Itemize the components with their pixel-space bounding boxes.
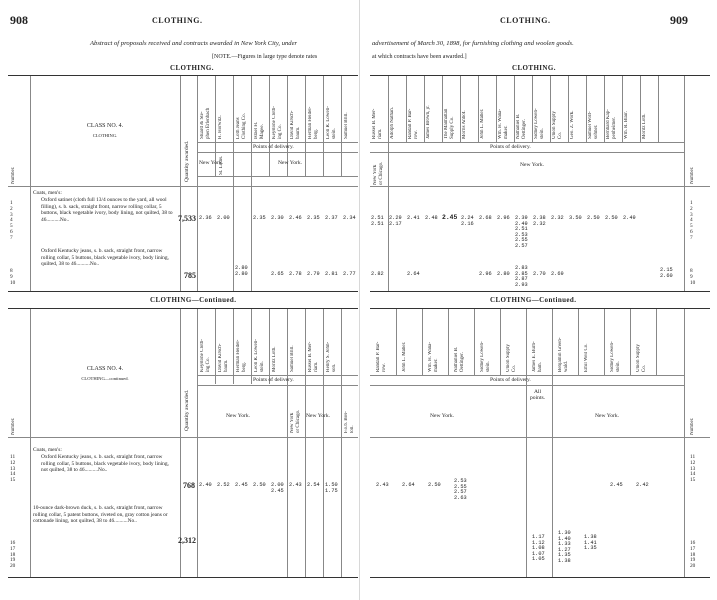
bidder-header: Russel B. Mer- riam.: [308, 341, 319, 372]
bidder-header: Randall P. Bar- row.: [408, 108, 419, 139]
number-header: Number.: [11, 166, 16, 184]
bidder-header: Adolph Nathan.: [390, 107, 395, 139]
bidder-header: Wm. R. Blair.: [624, 111, 629, 139]
note-text: at which contracts have been awarded.]: [372, 54, 467, 60]
price-cell: 2.77: [343, 271, 356, 277]
price-cell: 2.35: [253, 215, 266, 221]
item-group-label: Coats, men's:: [33, 447, 62, 453]
bidder-header: Nathaniel B. Oettinger.: [454, 346, 465, 372]
price-cell: 2.35: [307, 215, 320, 221]
bidder-header: James E. Burn- ham.: [532, 341, 543, 372]
bidder-header: Wm. H. Wana- maker.: [498, 108, 509, 139]
price-cell: 2.29 2.17: [389, 215, 402, 227]
quantity-awarded: 2,312: [178, 536, 196, 545]
price-cell: 2.80: [497, 271, 510, 277]
bidder-header: Moritz Loth.: [642, 113, 647, 139]
right-page: [359, 0, 717, 600]
price-cell: 2.45: [610, 482, 623, 488]
delivery-label: All points.: [530, 389, 546, 401]
quantity-awarded: 785: [184, 271, 196, 280]
bidder-header: Nathaniel B. Oettinger.: [516, 113, 527, 139]
bidder-header: David Kirsch- baum.: [290, 110, 301, 139]
bidder-header: Leon R. Lowen- stein.: [326, 106, 337, 139]
delivery-label: New York.: [226, 413, 251, 419]
price-cell: 2.51 2.51: [371, 215, 384, 227]
price-cell: 2.50: [253, 482, 266, 488]
bidder-header: Keystone Cloth- ing Co.: [200, 339, 211, 372]
points-header: Points of delivery.: [490, 377, 531, 383]
price-cell: 2.79: [307, 271, 320, 277]
price-cell: 2.70: [533, 271, 546, 277]
item-group-label: Coats, men's:: [33, 190, 62, 196]
quantity-awarded: 7,533: [178, 214, 196, 223]
row-numbers: 8 9 10: [690, 268, 696, 286]
page-number: 909: [670, 13, 688, 27]
bidder-header: Herman Heidel- berg.: [236, 339, 247, 372]
price-cell: 2.40: [199, 482, 212, 488]
bidder-header: H. Horwitz.: [218, 115, 223, 139]
bidder-header: Samuel Brill.: [344, 112, 349, 139]
bidder-header: Samuel Brill.: [290, 345, 295, 372]
price-cell: 2.46: [289, 215, 302, 221]
bidder-header: Geo. Z. Work.: [570, 110, 575, 139]
bidder-header: Emil Weil Co.: [584, 343, 589, 372]
bidder-header: Russel B. Mer- riam.: [372, 108, 383, 139]
bidder-header: Moritz Loth.: [272, 346, 277, 372]
running-head: CLOTHING.: [500, 16, 551, 25]
bidder-header: Stuard & Ste- phen Erlenbach: [200, 107, 211, 139]
price-cell: 2.24 2.16: [461, 215, 474, 227]
item-description: Oxford satinet (cloth full 13/4 ounces to the yard, all wool filling), s. b. sack, straight front, narrow rolling collar, 5 buttons, black vegetable ivory, body lining, not quilted, 38 to 46..........No..: [41, 197, 173, 223]
price-cell: 1.50 1.75: [325, 482, 338, 494]
item-description: Oxford Kentucky jeans, s. b. sack, straight front, narrow rolling collar, 5 buttons, black vegetable ivory, body lining, not quilted, 38 to 46..........No..: [41, 454, 169, 474]
price-cell: 2.15 2.60: [660, 267, 673, 279]
row-numbers: 16 17 18 19 20: [690, 540, 696, 570]
delivery-label: New York.: [430, 413, 455, 419]
bidder-header: John L. Maher.: [480, 108, 485, 139]
class-title: CLASS NO. 4. CLOTHING—continued.: [81, 366, 129, 381]
quantity-header: Quantity awarded.: [184, 140, 190, 182]
row-numbers: 11 12 13 14 15: [10, 454, 16, 484]
delivery-label: St. Louis.: [219, 155, 224, 175]
price-cell: 1.17 1.12 1.08 1.07 1.05: [532, 534, 545, 563]
class-title: CLASS NO. 4. CLOTHING.: [86, 123, 124, 138]
bidder-header: David Kirsch- baum.: [218, 343, 229, 372]
price-cell: 2.50: [605, 215, 618, 221]
points-header: Points of delivery.: [490, 144, 531, 150]
bidder-header: Benjamin Green- wald.: [558, 337, 569, 372]
price-cell: 2.68: [479, 215, 492, 221]
price-cell: 2.32: [551, 215, 564, 221]
price-cell: 2.45: [442, 214, 458, 221]
price-cell: 1.30 1.40 1.33 1.27 1.35 1.38: [558, 530, 571, 564]
bidder-header: Keystone Cloth- ing Co.: [272, 106, 283, 139]
price-cell: 2.34: [343, 215, 356, 221]
price-cell: 2.96: [479, 271, 492, 277]
price-cell: 2.37: [325, 215, 338, 221]
delivery-label: New York.: [278, 160, 303, 166]
bidder-header: Randall P. Bar- row.: [376, 341, 387, 372]
number-header: Number.: [11, 417, 16, 435]
price-cell: 2.54: [307, 482, 320, 488]
number-header: Number.: [690, 166, 695, 184]
delivery-label: New York.: [199, 160, 224, 166]
clothing-table: [370, 75, 710, 292]
price-cell: 2.64: [407, 271, 420, 277]
delivery-label: New York.: [595, 413, 620, 419]
price-cell: 2.53 2.55 2.57 2.63: [454, 478, 467, 501]
price-cell: 2.43: [289, 482, 302, 488]
price-cell: 2.48: [425, 215, 438, 221]
bidder-header: Union Supply Co.: [506, 344, 517, 372]
price-cell: 2.43: [376, 482, 389, 488]
note-text: [NOTE.—Figures in large type denote rates: [212, 54, 318, 60]
running-head: CLOTHING.: [152, 16, 203, 25]
row-numbers: 1 2 3 4 5 6 7: [10, 200, 13, 241]
price-cell: 2.30: [271, 215, 284, 221]
price-cell: 2.00 2.45: [271, 482, 284, 494]
price-cell: 2.45: [235, 482, 248, 488]
price-cell: 2.65: [271, 271, 284, 277]
points-header: Points of delivery.: [253, 144, 294, 150]
price-cell: 2.00: [217, 215, 230, 221]
price-cell: 2.41: [407, 215, 420, 221]
bidder-header: Wm. H. Wana- maker.: [428, 341, 439, 372]
price-cell: 2.39 2.49 2.51 2.53 2.55 2.57: [515, 215, 528, 249]
bidder-header: Union Supply Co.: [636, 344, 647, 372]
price-cell: 2.81: [325, 271, 338, 277]
delivery-label: New York or Chicago.: [290, 409, 301, 433]
price-cell: 2.52: [217, 482, 230, 488]
price-cell: 2.50: [428, 482, 441, 488]
bidder-header: Israel H. Magee.: [254, 121, 265, 139]
points-header: Points of delivery.: [253, 377, 294, 383]
price-cell: 2.80 2.80: [235, 265, 248, 277]
left-page: [0, 0, 358, 600]
delivery-label: New York.: [306, 413, 331, 419]
section-title: CLOTHING.: [170, 64, 214, 72]
bidder-header: Loth Jeans Clothing Co.: [236, 113, 247, 139]
abstract-text: Abstract of proposals received and contracts awarded in New York City, under: [90, 40, 298, 47]
delivery-label: New York or Chicago.: [373, 161, 384, 185]
bidder-header: James Brown, jr.: [426, 105, 431, 139]
bidder-header: Sidney Lowen- stein.: [534, 108, 545, 139]
clothing-continued-table: [8, 308, 358, 578]
bidder-header: Henry S. John- son.: [326, 341, 337, 372]
price-cell: 2.49: [623, 215, 636, 221]
bidder-header: Morris Anhof.: [462, 110, 467, 139]
price-cell: 2.83 2.85 2.87 2.93: [515, 265, 528, 288]
price-cell: 1.38 1.41 1.35: [584, 534, 597, 552]
price-cell: 2.50: [587, 215, 600, 221]
delivery-label: F.o.b. Bos- ton.: [344, 411, 355, 433]
price-cell: 2.36: [199, 215, 212, 221]
quantity-header: Quantity awarded.: [184, 389, 190, 431]
bidder-header: Herman Heidel- berg.: [308, 106, 319, 139]
number-header: Number.: [690, 417, 695, 435]
section-title: CLOTHING.: [512, 64, 556, 72]
bidder-header: Bernhard Kap- penheimer.: [606, 109, 617, 139]
price-cell: 2.82: [371, 271, 384, 277]
bidder-header: Union Supply Co.: [552, 111, 563, 139]
price-cell: 2.64: [402, 482, 415, 488]
price-cell: 2.38 2.32: [533, 215, 546, 227]
price-cell: 2.96: [497, 215, 510, 221]
row-numbers: 16 17 18 19 20: [10, 540, 16, 570]
quantity-awarded: 768: [183, 481, 195, 490]
row-numbers: 11 12 13 14 15: [690, 454, 696, 484]
section-title: CLOTHING—Continued.: [150, 296, 237, 304]
price-cell: 2.78: [289, 271, 302, 277]
row-numbers: 8 9 10: [10, 268, 16, 286]
clothing-continued-table: [370, 308, 710, 578]
delivery-label: New York.: [520, 162, 545, 168]
page-number: 908: [10, 13, 28, 27]
item-description: Oxford Kentucky jeans, s. b. sack, straight front, narrow rolling collar, 5 buttons, black vegetable ivory, body lining, quilted, 38 to 46..........No..: [41, 248, 169, 268]
bidder-header: Samuel Wolf- sohner.: [588, 111, 599, 139]
item-description: 10-ounce dark-brown duck, s. b. sack, straight front, narrow rolling collar, 5 patent buttons, riveted on, gray cotton jeans or cottonade lining, not quilted, 38 to 46..........No..: [33, 505, 168, 525]
bidder-header: The Manhattan Supply Co.: [444, 108, 455, 139]
price-cell: 3.50: [569, 215, 582, 221]
price-cell: 2.69: [551, 271, 564, 277]
bidder-header: Sidney Lowen- stein.: [610, 341, 621, 372]
abstract-text: advertisement of March 30, 1898, for furnishing clothing and woolen goods.: [372, 40, 574, 47]
bidder-header: Sidney Lowen- stein.: [480, 341, 491, 372]
bidder-header: Leon R. Lowen- stein.: [254, 339, 265, 372]
price-cell: 2.42: [636, 482, 649, 488]
row-numbers: 1 2 3 4 5 6 7: [690, 200, 693, 241]
clothing-table: [8, 75, 358, 292]
section-title: CLOTHING—Continued.: [490, 296, 577, 304]
bidder-header: John L. Maher.: [402, 341, 407, 372]
